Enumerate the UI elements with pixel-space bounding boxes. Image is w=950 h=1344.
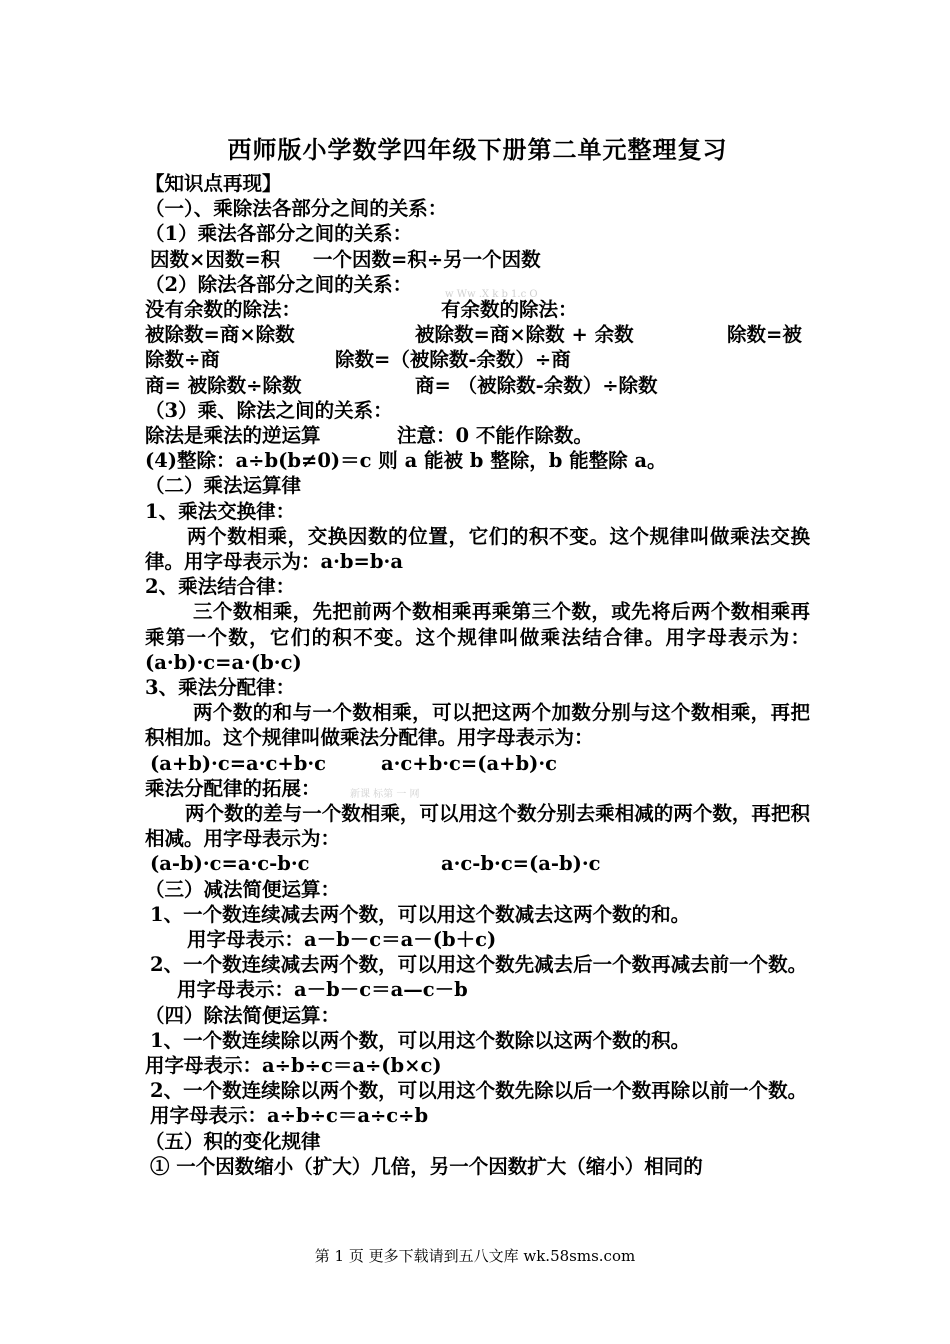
formula: 被除数=商×除数 + 余数 [415,323,634,347]
paragraph: 两个数的差与一个数相乘，可以用这个数分别去乘相减的两个数，再把积相减。用字母表示为： [145,801,810,851]
section-heading: 【知识点再现】 [145,172,282,195]
paragraph: 2、一个数连续减去两个数，可以用这个数先减去后一个数再减去前一个数。 [150,953,808,977]
paragraph: 两个数相乘，交换因数的位置，它们的积不变。这个规律叫做乘法交换律。用字母表示为：a·b=b·a [145,524,810,573]
section-heading: （五）积的变化规律 [145,1129,321,1153]
text: 没有余数的除法： [145,297,302,321]
subsection-heading: （3）乘、除法之间的关系： [145,398,393,422]
subsection-heading: 3、乘法分配律： [145,675,296,699]
text: 除法是乘法的逆运算 [145,423,321,447]
section-heading: （三）减法简便运算： [145,877,341,901]
subsection-heading: 2、乘法结合律： [145,575,296,599]
section-heading: （四）除法简便运算： [145,1003,341,1027]
note: 注意：0 不能作除数。 [397,423,593,447]
formula: 被除数=商×除数 [145,323,295,347]
formula: (a-b)·c=a·c-b·c [150,852,310,876]
formula: 除数÷商 [145,348,220,372]
text-row [145,297,810,322]
formula: 用字母表示：a－b－c＝a－(b＋c) [187,927,497,951]
text: (4)整除：a÷b(b≠0)＝c 则 a 能被 b 整除，b 能整除 a。 [145,449,667,473]
formula: 一个因数=积÷另一个因数 [313,247,541,271]
formula: 除数=被 [727,323,802,347]
formula: 因数×因数=积 [150,247,281,271]
page-title: 西师版小学数学四年级下册第二单元整理复习 [227,135,728,164]
formula: a·c+b·c=(a+b)·c [381,751,557,775]
text-row [145,776,810,801]
paragraph: 三个数相乘，先把前两个数相乘再乘第三个数，或先将后两个数相乘再乘第一个数，它们的积不变。这个规律叫做乘法结合律。用字母表示为：(a·b)·c=a·(b·c) [145,600,810,674]
document-body [145,135,810,1179]
text-row [145,322,810,347]
text-row [145,423,810,448]
subsection-heading: 乘法分配律的拓展： [145,776,321,800]
subsection-heading: （2）除法各部分之间的关系： [145,272,413,296]
formula: a·c-b·c=(a-b)·c [441,852,601,876]
text: 1、一个数连续减去两个数，可以用这个数减去这两个数的和。 [150,902,691,926]
paragraph: 2、一个数连续除以两个数，可以用这个数先除以后一个数再除以前一个数。 [150,1079,808,1103]
text-row [145,247,810,272]
text: ① 一个因数缩小（扩大）几倍，另一个因数扩大（缩小）相同的 [150,1154,703,1178]
text-row [145,272,810,300]
text-row [145,347,810,372]
watermark: w Ww .X k b 1.c O [445,288,538,300]
formula: 用字母表示：a÷b÷c＝a÷(b×c) [145,1053,442,1077]
page-footer: 第 1 页 更多下载请到五八文库 wk.58sms.com [314,1247,636,1265]
section-heading: （一）、乘除法各部分之间的关系： [145,197,448,221]
formula: 商= 被除数÷除数 [145,373,302,397]
formula: 用字母表示：a÷b÷c＝a÷c÷b [150,1104,429,1128]
text-row [145,751,810,776]
section-heading: （二）乘法运算律 [145,474,302,498]
paragraph: 两个数的和与一个数相乘，可以把这两个加数分别与这个数相乘，再把积相加。这个规律叫做乘法分配律。用字母表示为： [145,701,810,750]
subsection-heading: 1、乘法交换律： [145,499,296,523]
formula: 用字母表示：a－b－c＝a—c－b [177,978,468,1002]
subsection-heading: （1）乘法各部分之间的关系： [145,222,413,246]
formula: 除数=（被除数-余数）÷商 [335,348,571,372]
formula: 商= （被除数-余数）÷除数 [415,373,658,397]
text: 有余数的除法： [441,297,578,321]
formula: (a+b)·c=a·c+b·c [150,751,326,775]
text-row [145,373,810,398]
text-row [145,851,810,876]
watermark: 新课 标第 一 网 [350,788,420,800]
text: 1、一个数连续除以两个数，可以用这个数除以这两个数的积。 [150,1028,691,1052]
